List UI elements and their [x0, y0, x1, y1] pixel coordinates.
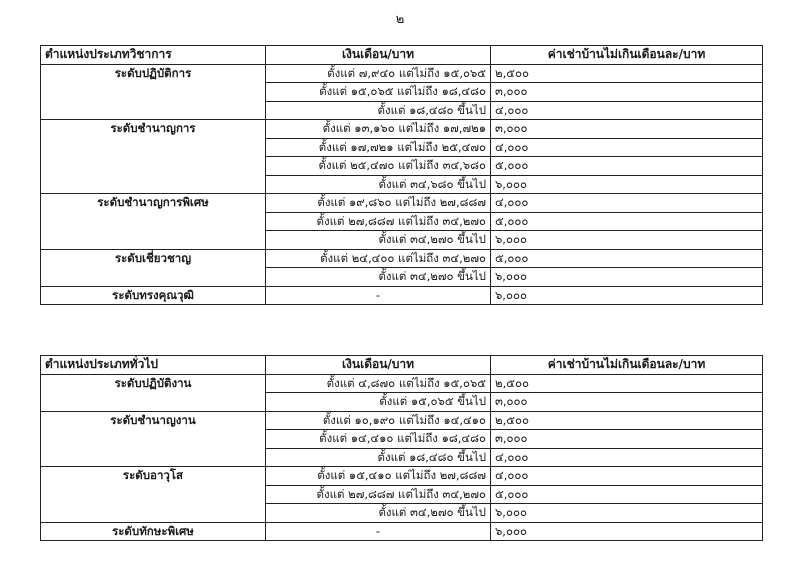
rent-amount: ๔,๐๐๐ — [491, 138, 763, 157]
table-header-row — [41, 356, 763, 375]
salary-range: ตั้งแต่ ๔,๘๗๐ แต่ไม่ถึง ๑๕,๐๖๕ — [266, 374, 491, 393]
table-row — [41, 64, 763, 83]
general-position-rent-table — [40, 355, 763, 541]
rent-amount: ๔,๐๐๐ — [491, 448, 763, 467]
position-level: ระดับอาวุโส — [41, 467, 266, 523]
salary-range: ตั้งแต่ ๑๘,๔๘๐ ขึ้นไป — [266, 101, 491, 120]
salary-range: ตั้งแต่ ๗,๙๔๐ แต่ไม่ถึง ๑๕,๐๖๕ — [266, 64, 491, 83]
header-rent-limit: ค่าเช่าบ้านไม่เกินเดือนละ/บาท — [491, 46, 763, 65]
header-position-type: ตำแหน่งประเภทวิชาการ — [41, 46, 266, 65]
table-row — [41, 120, 763, 139]
rent-amount: ๓,๐๐๐ — [491, 120, 763, 139]
table-row — [41, 194, 763, 213]
position-level: ระดับชำนาญการพิเศษ — [41, 194, 266, 250]
table-header-row — [41, 46, 763, 65]
salary-range: ตั้งแต่ ๑๗,๗๒๑ แต่ไม่ถึง ๒๕,๔๗๐ — [266, 138, 491, 157]
position-level: ระดับปฏิบัติการ — [41, 64, 266, 120]
position-level: ระดับปฏิบัติงาน — [41, 374, 266, 411]
table-row — [41, 374, 763, 393]
rent-amount: ๖,๐๐๐ — [491, 231, 763, 250]
header-rent-limit: ค่าเช่าบ้านไม่เกินเดือนละ/บาท — [491, 356, 763, 375]
salary-range: ตั้งแต่ ๒๗,๘๘๗ แต่ไม่ถึง ๓๔,๒๗๐ — [266, 212, 491, 231]
table-row — [41, 522, 763, 541]
salary-range: - — [266, 522, 491, 541]
academic-position-rent-table — [40, 45, 763, 305]
salary-range: ตั้งแต่ ๑๐,๑๙๐ แต่ไม่ถึง ๑๔,๔๑๐ — [266, 411, 491, 430]
salary-range: ตั้งแต่ ๒๗,๘๘๗ แต่ไม่ถึง ๓๔,๒๗๐ — [266, 485, 491, 504]
rent-amount: ๖,๐๐๐ — [491, 522, 763, 541]
salary-range: ตั้งแต่ ๓๔,๒๗๐ ขึ้นไป — [266, 231, 491, 250]
salary-range: ตั้งแต่ ๑๙,๘๖๐ แต่ไม่ถึง ๒๗,๘๘๗ — [266, 194, 491, 213]
rent-amount: ๖,๐๐๐ — [491, 504, 763, 523]
rent-amount: ๖,๐๐๐ — [491, 268, 763, 287]
salary-range: ตั้งแต่ ๑๓,๑๖๐ แต่ไม่ถึง ๑๗,๗๒๑ — [266, 120, 491, 139]
rent-amount: ๕,๐๐๐ — [491, 212, 763, 231]
rent-amount: ๓,๐๐๐ — [491, 430, 763, 449]
position-level: ระดับทรงคุณวุฒิ — [41, 286, 266, 305]
table-row — [41, 249, 763, 268]
position-level: ระดับเชี่ยวชาญ — [41, 249, 266, 286]
rent-amount: ๕,๐๐๐ — [491, 249, 763, 268]
table-row — [41, 286, 763, 305]
salary-range: ตั้งแต่ ๒๔,๔๐๐ แต่ไม่ถึง ๓๔,๒๗๐ — [266, 249, 491, 268]
header-salary: เงินเดือน/บาท — [266, 46, 491, 65]
rent-amount: ๕,๐๐๐ — [491, 485, 763, 504]
header-position-type: ตำแหน่งประเภททั่วไป — [41, 356, 266, 375]
rent-amount: ๔,๐๐๐ — [491, 194, 763, 213]
header-salary: เงินเดือน/บาท — [266, 356, 491, 375]
rent-amount: ๖,๐๐๐ — [491, 286, 763, 305]
salary-range: ตั้งแต่ ๑๘,๔๘๐ ขึ้นไป — [266, 448, 491, 467]
table-row — [41, 411, 763, 430]
salary-range: ตั้งแต่ ๓๔,๒๗๐ ขึ้นไป — [266, 268, 491, 287]
position-level: ระดับทักษะพิเศษ — [41, 522, 266, 541]
salary-range: ตั้งแต่ ๓๔,๒๗๐ ขึ้นไป — [266, 504, 491, 523]
salary-range: ตั้งแต่ ๑๕,๐๖๕ ขึ้นไป — [266, 393, 491, 412]
table-row — [41, 467, 763, 486]
rent-amount: ๒,๕๐๐ — [491, 411, 763, 430]
salary-range: ตั้งแต่ ๑๕,๐๖๕ แต่ไม่ถึง ๑๘,๔๘๐ — [266, 83, 491, 102]
page-number: ๒ — [395, 12, 405, 27]
position-level: ระดับชำนาญการ — [41, 120, 266, 194]
salary-range: ตั้งแต่ ๓๔,๖๘๐ ขึ้นไป — [266, 175, 491, 194]
rent-amount: ๒,๕๐๐ — [491, 374, 763, 393]
rent-amount: ๔,๐๐๐ — [491, 101, 763, 120]
rent-amount: ๔,๐๐๐ — [491, 467, 763, 486]
rent-amount: ๓,๐๐๐ — [491, 393, 763, 412]
salary-range: ตั้งแต่ ๑๔,๔๑๐ แต่ไม่ถึง ๑๘,๔๘๐ — [266, 430, 491, 449]
salary-range: ตั้งแต่ ๑๕,๔๑๐ แต่ไม่ถึง ๒๗,๘๘๗ — [266, 467, 491, 486]
rent-amount: ๖,๐๐๐ — [491, 175, 763, 194]
rent-amount: ๓,๐๐๐ — [491, 83, 763, 102]
salary-range: - — [266, 286, 491, 305]
salary-range: ตั้งแต่ ๒๕,๔๗๐ แต่ไม่ถึง ๓๔,๖๘๐ — [266, 157, 491, 176]
rent-amount: ๒,๕๐๐ — [491, 64, 763, 83]
position-level: ระดับชำนาญงาน — [41, 411, 266, 467]
rent-amount: ๕,๐๐๐ — [491, 157, 763, 176]
